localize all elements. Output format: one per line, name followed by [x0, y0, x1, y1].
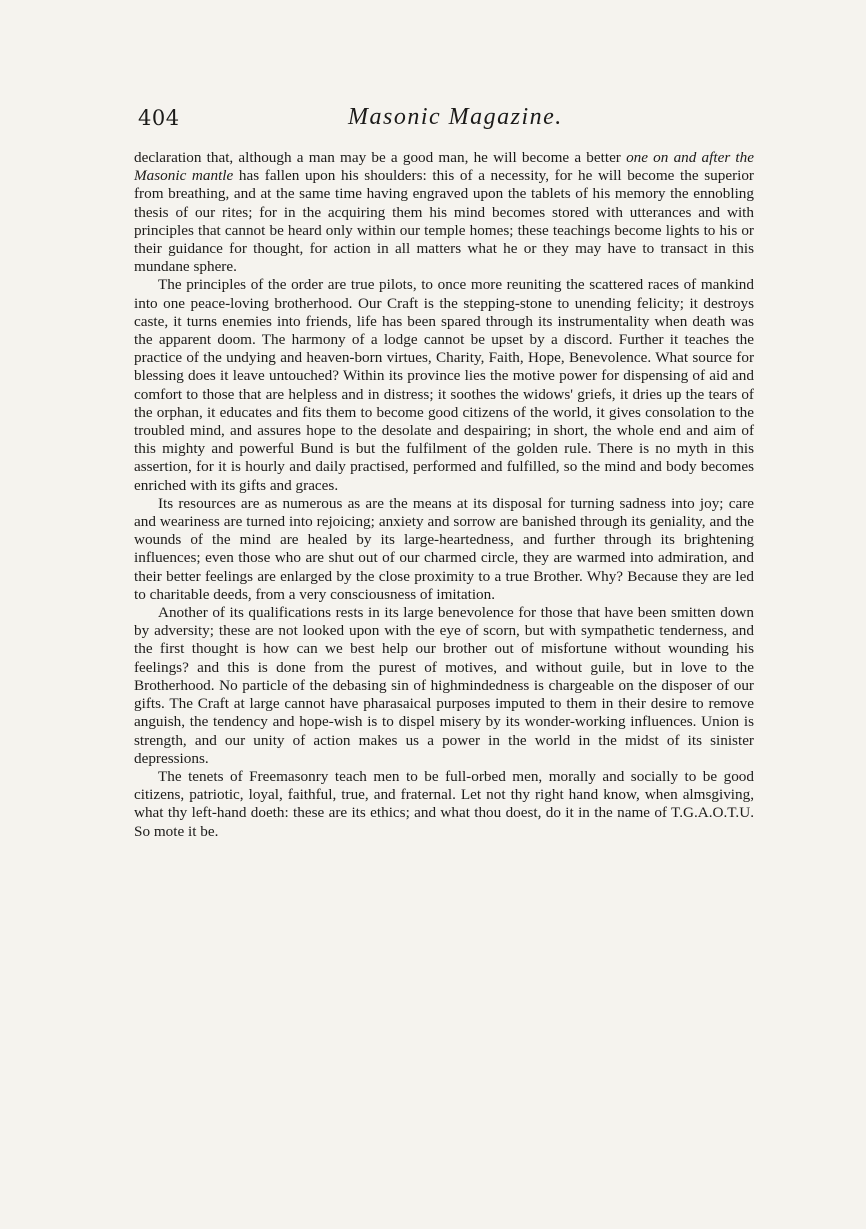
paragraph-text: has fallen upon his shoulders: this of a necessity, for he will become the superior from breathing, and at the same time having engraved upon the tablets of his memory the ennobling thesis of our rites; for in the acquiring them his mind becomes stored with utterances and with principles that cannot be heard only within our temple homes; these teachings become lights to his or their guidance for thought, for action in all matters what he or they may have to transact in this mundane sphere. [134, 167, 754, 276]
running-title: Masonic Magazine. [348, 104, 563, 130]
italic-phrase: one on and after the Masonic mantle [134, 149, 754, 185]
paragraph-continued [134, 149, 754, 276]
paragraph-principles: The principles of the order are true pilots, to once more reuniting the scattered races of mankind into one peace-loving brotherhood. Our Craft is the stepping-stone to unending felicity; it destroys caste, it turns enemies into friends, life has been spared through its instrumentality when death was the apparent doom. The harmony of a lodge cannot be upset by a discord. Further it teaches the practice of the undying and heaven-born virtues, Charity, Faith, Hope, Benevolence. What source for blessing does it leave untouched? Within its province lies the motive power for dispensing of aid and comfort to those that are helpless and in distress; it soothes the widows' griefs, it dries up the tears of the orphan, it educates and fits them to become good citizens of the world, it gives consolation to the troubled mind, and assures hope to the desolate and despairing; in short, the whole end and aim of this mighty and powerful Bund is but the fulfilment of the golden rule. There is no myth in this assertion, for it is hourly and daily practised, performed and fulfilled, so the mind and body becomes enriched with its gifts and graces. [134, 276, 754, 494]
article-body [134, 149, 754, 841]
paragraph-qualifications: Another of its qualifications rests in its large benevolence for those that have been smitten down by adversity; these are not looked upon with the eye of scorn, but with sympathetic tenderness, and the first thought is how can we best help our brother out of misfortune without wounding his feelings? and this is done from the purest of motives, and without guile, but in love to the Brotherhood. No particle of the debasing sin of highmindedness is chargeable on the disposer of our gifts. The Craft at large cannot have pharasaical purposes imputed to them in their desire to remove anguish, the tendency and hope-wish is to dispel misery by its wonder-working influences. Union is strength, and our unity of action makes us a power in the world in the midst of its sinister depressions. [134, 604, 754, 767]
paragraph-text: declaration that, although a man may be a good man, he will become a better [134, 149, 627, 166]
paragraph-resources: Its resources are as numerous as are the means at its disposal for turning sadness into joy; care and weariness are turned into rejoicing; anxiety and sorrow are banished through its geniality, and the wounds of the mind are healed by its large-heartedness, and further through its brightening influences; even those who are shut out of our charmed circle, they are warmed into admiration, and their better feelings are enlarged by the close proximity to a true Brother. Why? Because they are led to charitable deeds, from a very consciousness of imitation. [134, 494, 754, 603]
paragraph-tenets: The tenets of Freemasonry teach men to be full-orbed men, morally and socially to be good citizens, patriotic, loyal, faithful, true, and fraternal. Let not thy right hand know, when almsgiving, what thy left-hand doeth: these are its ethics; and what thou doest, do it in the name of T.G.A.O.T.U. So mote it be. [134, 767, 754, 840]
page-header [138, 100, 754, 134]
page-number: 404 [138, 106, 180, 130]
